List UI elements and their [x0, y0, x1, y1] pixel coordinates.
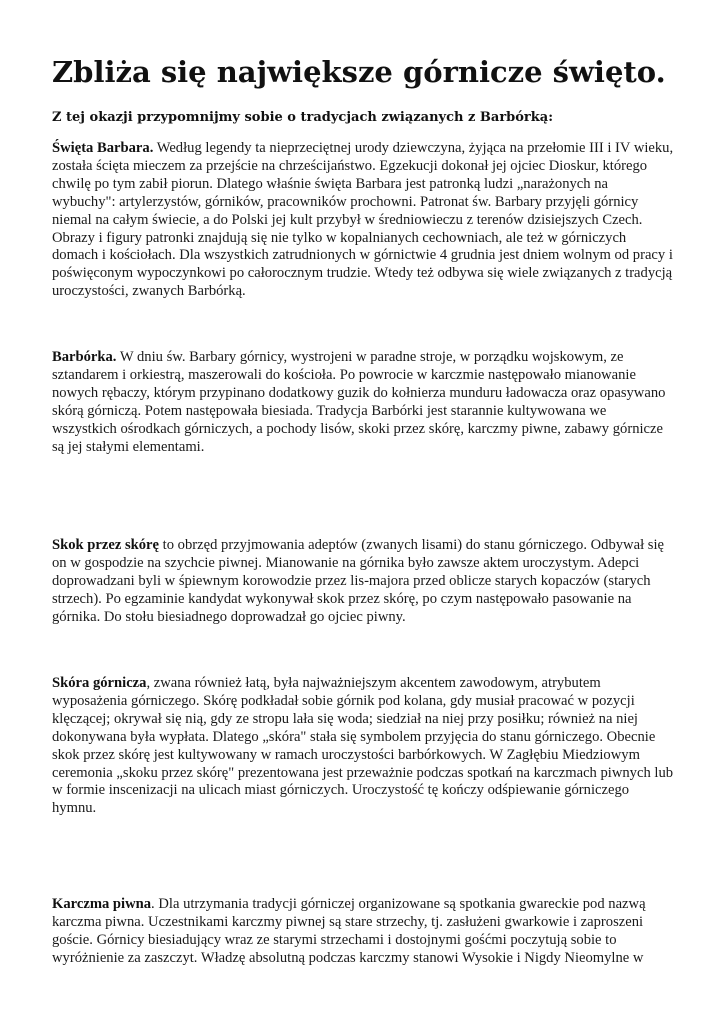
page-subtitle: Z tej okazji przypomnijmy sobie o tradycjach związanych z Barbórką:	[52, 110, 554, 125]
section-skok-przez-skore	[52, 537, 674, 627]
section-swieta-barbara	[52, 140, 674, 301]
section-text: Według legendy ta nieprzeciętnej urody dziewczyna, żyjąca na przełomie III i IV wieku, została ścięta mieczem za przejście na chrześcijaństwo. Egzekucji dokonał jej ojciec Dioskur, którego chwilę po tym zabił piorun. Dlatego właśnie święta Barbara jest patronką ludzi „narażonych na wybuchy": artylerzystów, górników, pracowników prochowni. Patronat św. Barbary przyjęli górnicy niemal na całym świecie, a do Polski jej kult przybył w średniowieczu z terenów dzisiejszych Czech. Obrazy i figury patronki znajdują się nie tylko w kopalnianych cechowniach, ale też w górniczych domach i kościołach. Dla wszystkich zatrudnionych w górnictwie 4 grudnia jest dniem wolnym od pracy i poświęconym wypoczynkowi po całorocznym trudzie. Wtedy też odbywa się wiele związanych z tradycją uroczystości, zwanych Barbórką.	[52, 140, 674, 300]
section-text: . Dla utrzymania tradycji górniczej organizowane są spotkania gwareckie pod nazwą karczma piwna. Uczestnikami karczmy piwnej są stare strzechy, tj. zasłużeni gwarkowie i zaproszeni goście. Górnicy biesiadujący wraz ze starymi strzechami i dostojnymi gośćmi poczytują sobie to wyróżnienie za zaszczyt. Władzę absolutną podczas karczmy stanowi Wysokie i Nigdy Nieomylne w	[52, 896, 646, 966]
section-lead: Skok przez skórę	[52, 537, 160, 553]
section-lead: Karczma piwna	[52, 896, 152, 912]
section-lead: Barbórka.	[52, 349, 117, 365]
section-barborka	[52, 349, 674, 456]
section-text: to obrzęd przyjmowania adeptów (zwanych lisami) do stanu górniczego. Odbywał się on w gospodzie na szychcie piwnej. Mianowanie na górnika było zawsze aktem uroczystym. Adepci doprowadzani byli w śpiewnym korowodzie przez lis-majora przed oblicze starych kopaczów (starych strzech). Po egzaminie kandydat wykonywał skok przez skórę, po czym następowało pasowanie na górnika. Do stołu biesiadnego doprowadzał go ojciec piwny.	[52, 537, 664, 625]
section-karczma-piwna	[52, 896, 674, 968]
section-text: , zwana również łatą, była najważniejszym akcentem zawodowym, atrybutem wyposażenia górniczego. Skórę podkładał sobie górnik pod kolana, gdy musiał pracować w pozycji klęczącej; okrywał się nią, gdy ze stropu lała się woda; siedział na niej przy posiłku; również na niej dokonywana była wypłata. Dlatego „skóra" stała się symbolem przyjęcia do stanu górniczego. Obecnie skok przez skórę jest kultywowany w ramach uroczystości barbórkowych. W Zagłębiu Miedziowym ceremonia „skoku przez skórę" prezentowana jest przeważnie podczas spotkań na karczmach piwnych lub w formie inscenizacji na ulicach miast górniczych. Uroczystość tę kończy odśpiewanie górniczego hymnu.	[52, 675, 674, 817]
page-title: Zbliża się największe górnicze święto.	[52, 55, 666, 89]
section-lead: Święta Barbara.	[52, 140, 154, 156]
section-text: W dniu św. Barbary górnicy, wystrojeni w paradne stroje, w porządku wojskowym, ze sztandarem i orkiestrą, maszerowali do kościoła. Po powrocie w karczmie następowało mianowanie nowych rębaczy, którym przypinano dodatkowy guzik do kołnierza munduru ładowacza oraz opasywano skórą górniczą. Potem następowała biesiada. Tradycja Barbórki jest starannie kultywowana we wszystkich ośrodkach górniczych, a pochody lisów, skoki przez skórę, karczmy piwne, zabawy górnicze są jej stałymi elementami.	[52, 349, 666, 455]
section-lead: Skóra górnicza	[52, 675, 147, 691]
section-skora-gornicza	[52, 675, 674, 818]
